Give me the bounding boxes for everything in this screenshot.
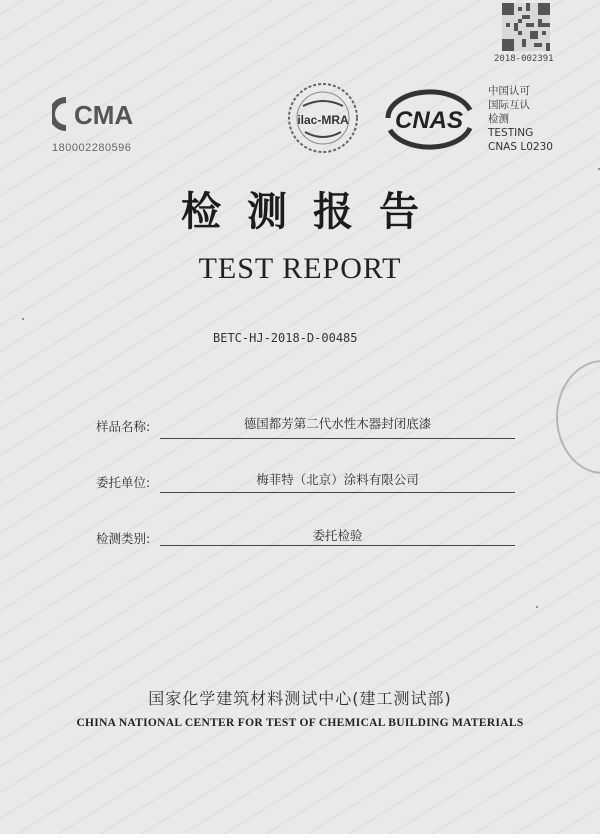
- issuer-name-en: CHINA NATIONAL CENTER FOR TEST OF CHEMICAL BUILDING MATERIALS: [76, 717, 524, 729]
- test-type-value: 委托检验: [312, 528, 363, 543]
- scan-speck: [536, 606, 538, 608]
- report-title-cn: 检测报告: [181, 189, 445, 235]
- cnas-logo-text: CNAS: [394, 107, 464, 134]
- qr-code: [502, 2, 550, 52]
- client-value: 梅菲特（北京）涂料有限公司: [256, 472, 419, 487]
- report-title-en: TEST REPORT: [198, 252, 402, 285]
- cma-license-number: 180002280596: [52, 142, 132, 154]
- issuer-name-cn: 国家化学建筑材料测试中心(建工测试部): [148, 689, 452, 708]
- test-type-underline: [160, 545, 515, 546]
- ilac-mra-logo-text: ilac-MRA: [297, 113, 349, 127]
- qr-code-number: 2018-002391: [494, 54, 554, 64]
- client-underline: [160, 492, 515, 493]
- test-type-label: 检测类别:: [96, 531, 151, 546]
- report-number: BETC-HJ-2018-D-00485: [213, 331, 358, 345]
- sample-name-underline: [160, 438, 515, 439]
- ilac-mra-logo: [283, 78, 363, 158]
- cnas-line: TESTING: [488, 127, 534, 139]
- client-label: 委托单位:: [96, 475, 151, 490]
- cnas-line: 检测: [488, 113, 509, 125]
- cma-logo: [52, 86, 142, 142]
- seal-stamp-edge: [556, 360, 600, 474]
- cnas-line: CNAS L0230: [488, 141, 553, 153]
- sample-name-value: 德国都芳第二代水性木器封闭底漆: [243, 416, 432, 431]
- cnas-line: 国际互认: [488, 99, 530, 111]
- cnas-accreditation-text: [488, 84, 553, 154]
- cnas-line: 中国认可: [488, 85, 530, 97]
- sample-name-label: 样品名称:: [96, 419, 151, 434]
- scan-speck: [22, 318, 24, 320]
- cnas-logo: [380, 88, 478, 154]
- cma-logo-text: CMA: [74, 100, 134, 130]
